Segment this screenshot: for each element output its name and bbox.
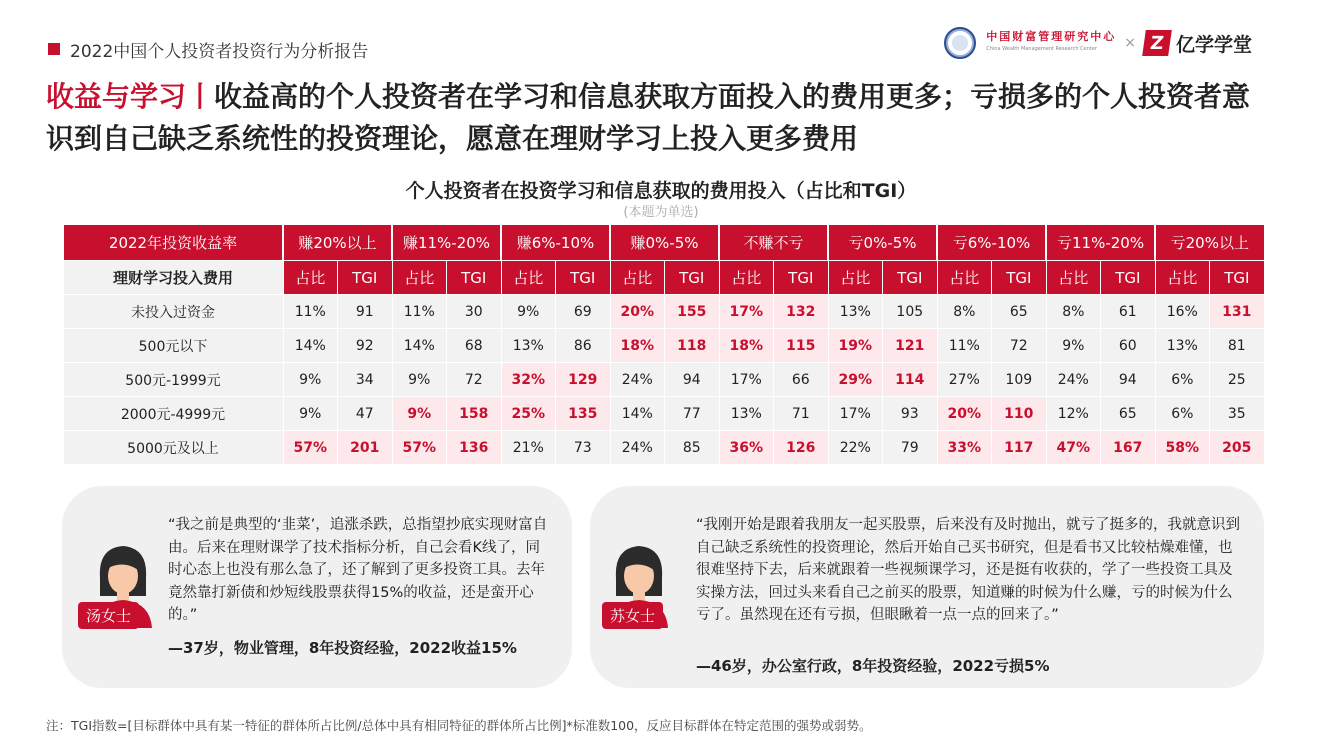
column-group-header: 亏20%以上: [1155, 225, 1264, 261]
tgi-cell: 126: [774, 431, 829, 465]
row-label: 未投入过资金: [63, 295, 283, 329]
tgi-cell: 135: [556, 397, 611, 431]
tgi-cell: 66: [774, 363, 829, 397]
tgi-cell: 158: [447, 397, 502, 431]
quote-attribution: —37岁，物业管理，8年投资经验，2022收益15%: [168, 639, 517, 657]
share-cell: 9%: [1046, 329, 1101, 363]
tgi-cell: 72: [992, 329, 1047, 363]
share-column-header: 占比: [283, 261, 338, 295]
speaker-name-badge: 苏女士: [602, 602, 663, 629]
column-group-header: 亏11%-20%: [1046, 225, 1155, 261]
table-title: 个人投资者在投资学习和信息获取的费用投入（占比和TGI）: [405, 180, 917, 202]
tgi-cell: 65: [992, 295, 1047, 329]
tgi-column-header: TGI: [883, 261, 938, 295]
share-cell: 20%: [937, 397, 992, 431]
share-cell: 25%: [501, 397, 556, 431]
cwm-logo-en: China Wealth Management Research Center: [986, 46, 1097, 52]
share-cell: 11%: [392, 295, 447, 329]
tgi-cell: 115: [774, 329, 829, 363]
share-cell: 57%: [283, 431, 338, 465]
tgi-cell: 105: [883, 295, 938, 329]
tgi-cell: 69: [556, 295, 611, 329]
share-cell: 18%: [610, 329, 665, 363]
share-cell: 14%: [610, 397, 665, 431]
quote-card-2: [590, 486, 1264, 688]
share-cell: 18%: [719, 329, 774, 363]
share-cell: 8%: [937, 295, 992, 329]
share-column-header: 占比: [937, 261, 992, 295]
column-group-header: 亏6%-10%: [937, 225, 1046, 261]
row-label: 2000元-4999元: [63, 397, 283, 431]
tgi-column-header: TGI: [338, 261, 393, 295]
tgi-column-header: TGI: [992, 261, 1047, 295]
share-cell: 16%: [1155, 295, 1210, 329]
table-body: [63, 295, 1264, 465]
share-column-header: 占比: [610, 261, 665, 295]
share-column-header: 占比: [1046, 261, 1101, 295]
share-cell: 19%: [828, 329, 883, 363]
share-column-header: 占比: [1155, 261, 1210, 295]
report-tag: [48, 38, 368, 60]
tgi-cell: 30: [447, 295, 502, 329]
table-row: [63, 397, 1264, 431]
quote-card-1: [62, 486, 572, 688]
yixue-logo: Z: [1142, 30, 1172, 56]
tgi-cell: 72: [447, 363, 502, 397]
report-tag-square: [48, 43, 60, 55]
corner-bottom: 理财学习投入费用: [63, 261, 283, 295]
share-cell: 8%: [1046, 295, 1101, 329]
tgi-cell: 117: [992, 431, 1047, 465]
share-cell: 24%: [610, 431, 665, 465]
tgi-cell: 60: [1101, 329, 1156, 363]
share-cell: 21%: [501, 431, 556, 465]
headline-tag: 收益与学习丨: [46, 80, 215, 113]
quote-text: “我刚开始是跟着我朋友一起买股票，后来没有及时抛出，就亏了挺多的，我就意识到自己缺乏系统性的投资理论，然后开始自己买书研究，但是看书又比较枯燥难懂，也很难坚持下去，后来就跟着一些视频课学习，还是挺有收获的，学了一些投资工具及实操方法，回过头来看自己之前买的股票，知道赚的时候为什么赚，亏的时候为什么亏了。虽然现在还有亏损，但眼瞅着一点一点的回来了。”: [696, 517, 1241, 623]
tgi-column-header: TGI: [774, 261, 829, 295]
share-cell: 9%: [501, 295, 556, 329]
tgi-column-header: TGI: [665, 261, 720, 295]
share-column-header: 占比: [828, 261, 883, 295]
tgi-cell: 132: [774, 295, 829, 329]
share-cell: 24%: [610, 363, 665, 397]
tgi-column-header: TGI: [556, 261, 611, 295]
share-cell: 6%: [1155, 397, 1210, 431]
share-cell: 12%: [1046, 397, 1101, 431]
tgi-cell: 92: [338, 329, 393, 363]
share-cell: 32%: [501, 363, 556, 397]
tgi-cell: 71: [774, 397, 829, 431]
share-cell: 17%: [719, 363, 774, 397]
tgi-cell: 65: [1101, 397, 1156, 431]
tgi-cell: 47: [338, 397, 393, 431]
tgi-cell: 93: [883, 397, 938, 431]
share-cell: 29%: [828, 363, 883, 397]
share-cell: 27%: [937, 363, 992, 397]
tgi-cell: 79: [883, 431, 938, 465]
tgi-column-header: TGI: [1101, 261, 1156, 295]
tgi-cell: 205: [1210, 431, 1265, 465]
table-row: [63, 431, 1264, 465]
share-cell: 9%: [283, 397, 338, 431]
tgi-column-header: TGI: [1210, 261, 1265, 295]
tgi-cell: 109: [992, 363, 1047, 397]
table-row: [63, 329, 1264, 363]
share-cell: 11%: [283, 295, 338, 329]
share-cell: 47%: [1046, 431, 1101, 465]
tgi-cell: 94: [1101, 363, 1156, 397]
share-cell: 33%: [937, 431, 992, 465]
corner-top: 2022年投资收益率: [63, 225, 283, 261]
headline-text: 收益高的个人投资者在学习和信息获取方面投入的费用更多；亏损多的个人投资者意识到自己缺乏系统性的投资理论，愿意在理财学习上投入更多费用: [46, 80, 1251, 155]
share-cell: 9%: [392, 363, 447, 397]
column-group-header: 赚11%-20%: [392, 225, 501, 261]
header-row-metrics: [63, 261, 1264, 295]
column-group-header: 赚6%-10%: [501, 225, 610, 261]
cwm-logo-text: [986, 31, 1116, 55]
tgi-cell: 86: [556, 329, 611, 363]
tgi-cell: 121: [883, 329, 938, 363]
footnote: 注：TGI指数=[目标群体中具有某一特征的群体所占比例/总体中具有相同特征的群体所占比例]*标准数100，反应目标群体在特定范围的强势或弱势。: [46, 718, 872, 733]
tgi-cell: 25: [1210, 363, 1265, 397]
table-row: [63, 295, 1264, 329]
tgi-cell: 34: [338, 363, 393, 397]
logo-separator: ×: [1124, 35, 1136, 51]
tgi-cell: 136: [447, 431, 502, 465]
tgi-cell: 201: [338, 431, 393, 465]
share-cell: 9%: [392, 397, 447, 431]
data-table: [62, 224, 1265, 465]
page-headline: [46, 76, 1276, 160]
table-row: [63, 363, 1264, 397]
share-cell: 11%: [937, 329, 992, 363]
cwm-logo-cn: 中国财富管理研究中心: [986, 30, 1117, 43]
tgi-cell: 129: [556, 363, 611, 397]
tgi-cell: 91: [338, 295, 393, 329]
share-cell: 58%: [1155, 431, 1210, 465]
speaker-name-badge: 汤女士: [78, 602, 139, 629]
column-group-header: 赚0%-5%: [610, 225, 719, 261]
share-cell: 6%: [1155, 363, 1210, 397]
table-subtitle: (本题为单选): [623, 205, 699, 220]
tgi-cell: 35: [1210, 397, 1265, 431]
share-cell: 57%: [392, 431, 447, 465]
share-column-header: 占比: [719, 261, 774, 295]
share-cell: 22%: [828, 431, 883, 465]
tgi-cell: 131: [1210, 295, 1265, 329]
tgi-cell: 94: [665, 363, 720, 397]
tgi-cell: 73: [556, 431, 611, 465]
share-cell: 24%: [1046, 363, 1101, 397]
share-column-header: 占比: [501, 261, 556, 295]
tgi-column-header: TGI: [447, 261, 502, 295]
tgi-cell: 155: [665, 295, 720, 329]
row-label: 5000元及以上: [63, 431, 283, 465]
share-cell: 13%: [501, 329, 556, 363]
share-cell: 20%: [610, 295, 665, 329]
share-cell: 13%: [828, 295, 883, 329]
header-row-groups: [63, 225, 1264, 261]
tgi-cell: 77: [665, 397, 720, 431]
cwm-seal-logo: [944, 27, 976, 59]
column-group-header: 不赚不亏: [719, 225, 828, 261]
share-cell: 13%: [719, 397, 774, 431]
tgi-cell: 61: [1101, 295, 1156, 329]
share-column-header: 占比: [392, 261, 447, 295]
tgi-cell: 118: [665, 329, 720, 363]
quote-attribution: —46岁，办公室行政，8年投资经验，2022亏损5%: [696, 657, 1050, 675]
row-label: 500元-1999元: [63, 363, 283, 397]
quote-text: “我之前是典型的‘韭菜’，追涨杀跌，总指望抄底实现财富自由。后来在理财课学了技术指标分析，自己会看K线了，同时心态上也没有那么急了，还了解到了更多投资工具。去年竟然靠打新债和炒短线股票获得15%的收益，还是蛮开心的。”: [168, 517, 548, 623]
tgi-cell: 68: [447, 329, 502, 363]
report-title: 2022中国个人投资者投资行为分析报告: [70, 41, 369, 62]
share-cell: 13%: [1155, 329, 1210, 363]
share-cell: 17%: [828, 397, 883, 431]
row-label: 500元以下: [63, 329, 283, 363]
yixue-logo-name: 亿学学堂: [1175, 33, 1252, 56]
column-group-header: 亏0%-5%: [828, 225, 937, 261]
share-cell: 17%: [719, 295, 774, 329]
share-cell: 36%: [719, 431, 774, 465]
column-group-header: 赚20%以上: [283, 225, 392, 261]
partner-logos: [944, 26, 1252, 60]
tgi-cell: 85: [665, 431, 720, 465]
tgi-cell: 81: [1210, 329, 1265, 363]
tgi-cell: 114: [883, 363, 938, 397]
share-cell: 9%: [283, 363, 338, 397]
share-cell: 14%: [283, 329, 338, 363]
tgi-cell: 110: [992, 397, 1047, 431]
tgi-cell: 167: [1101, 431, 1156, 465]
share-cell: 14%: [392, 329, 447, 363]
